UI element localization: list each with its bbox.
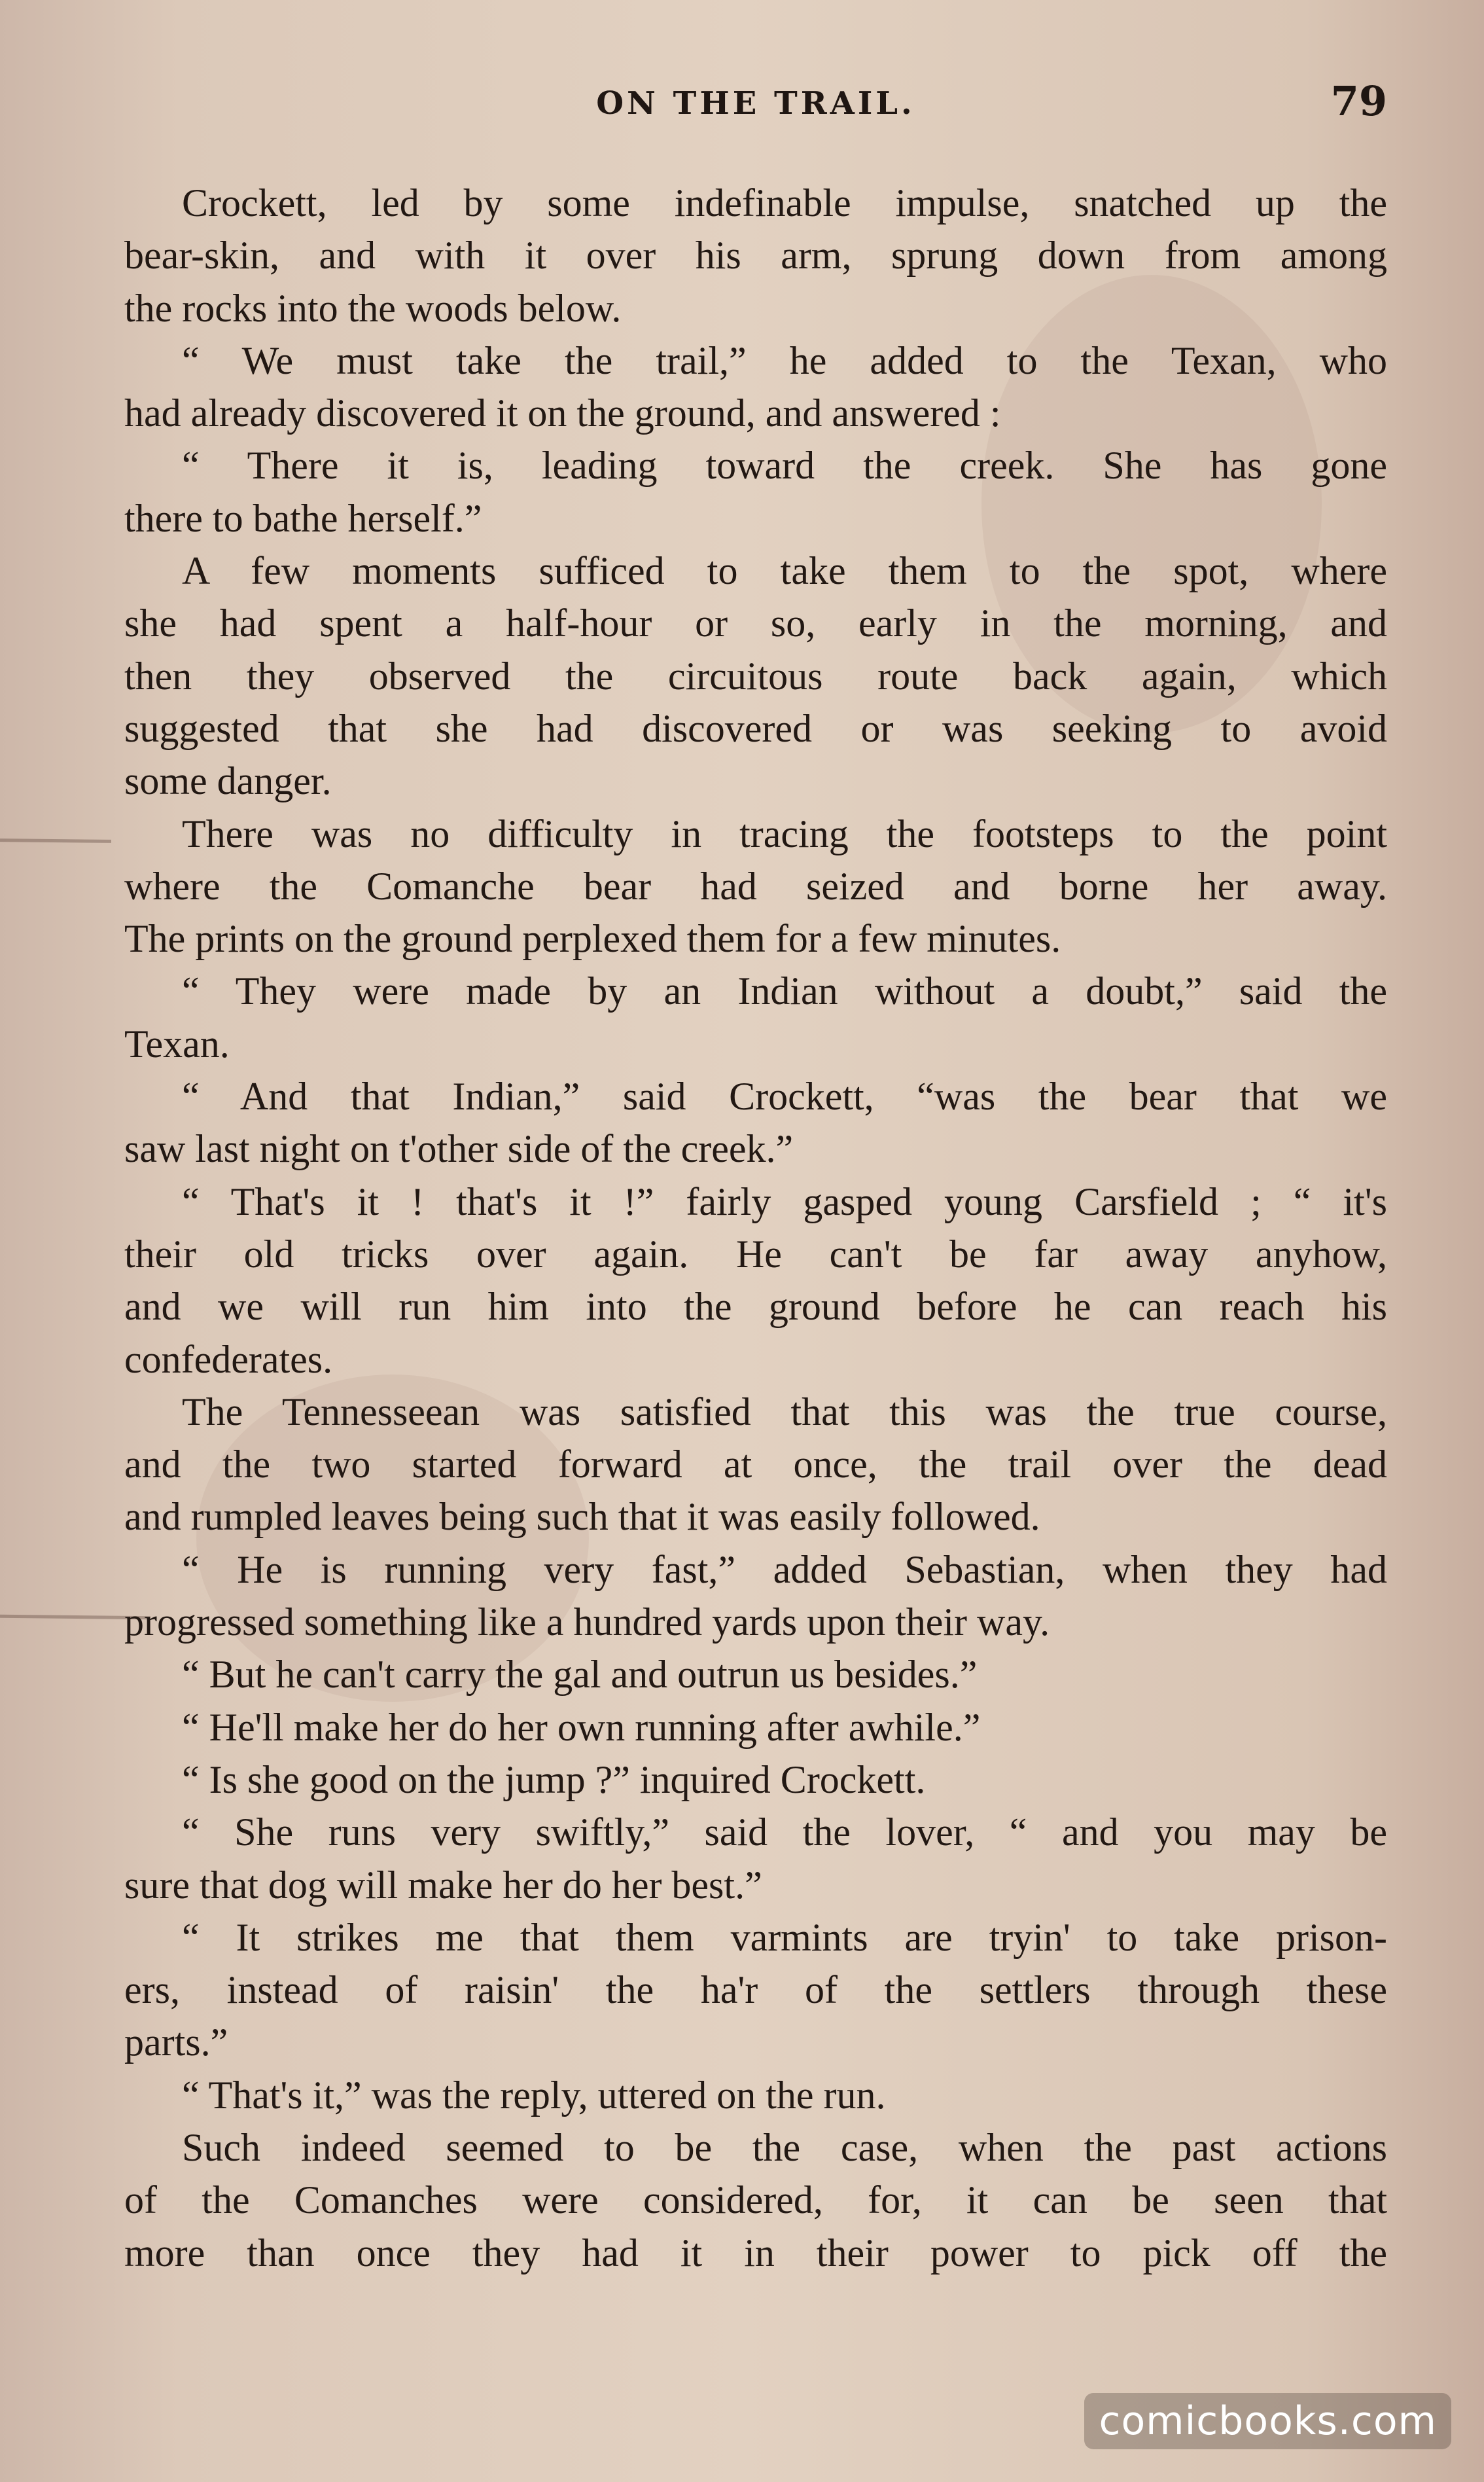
text-line: confederates. bbox=[124, 1337, 333, 1381]
text-line: “ There it is, leading toward the creek. She has gone bbox=[182, 444, 1387, 488]
text-line: “ And that Indian,” said Crockett, “was the bear that we bbox=[182, 1075, 1387, 1119]
page-crease bbox=[0, 838, 111, 843]
text-line: “ That's it,” was the reply, uttered on the run. bbox=[182, 2073, 886, 2117]
text-line: sure that dog will make her do her best.” bbox=[124, 1863, 762, 1907]
page-header bbox=[124, 77, 1387, 130]
text-line: and the two started forward at once, the trail over the dead bbox=[124, 1443, 1387, 1486]
running-head: ON THE TRAIL. bbox=[596, 85, 915, 122]
text-line: and rumpled leaves being such that it was easily followed. bbox=[124, 1495, 1040, 1539]
page-number: 79 bbox=[1330, 77, 1387, 125]
text-line: Crockett, led by some indefinable impulse, snatched up the bbox=[182, 181, 1387, 225]
text-line: “ It strikes me that them varmints are tryin' to take prison- bbox=[182, 1915, 1387, 1959]
text-line: their old tricks over again. He can't be far away anyhow, bbox=[124, 1232, 1387, 1276]
text-line: There was no difficulty in tracing the footsteps to the point bbox=[182, 812, 1387, 855]
text-line: The prints on the ground perplexed them for a few minutes. bbox=[124, 917, 1061, 961]
text-line: “ We must take the trail,” he added to the Texan, who bbox=[182, 338, 1387, 382]
text-line: had already discovered it on the ground, and answered : bbox=[124, 391, 1001, 435]
text-line: saw last night on t'other side of the creek.” bbox=[124, 1127, 794, 1171]
text-line: then they observed the circuitous route back again, which bbox=[124, 654, 1387, 698]
text-line: “ He is running very fast,” added Sebastian, when they had bbox=[182, 1547, 1387, 1591]
text-line: some danger. bbox=[124, 759, 332, 803]
body-text bbox=[124, 177, 1387, 2279]
text-line: parts.” bbox=[124, 2021, 228, 2064]
text-line: of the Comanches were considered, for, it can be seen that bbox=[124, 2178, 1387, 2222]
text-line: bear-skin, and with it over his arm, sprung down from among bbox=[124, 234, 1387, 278]
text-line: Such indeed seemed to be the case, when the past actions bbox=[182, 2125, 1387, 2169]
text-line: “ That's it ! that's it !” fairly gasped young Carsfield ; “ it's bbox=[182, 1179, 1387, 1223]
text-line: there to bathe herself.” bbox=[124, 496, 482, 540]
text-line: where the Comanche bear had seized and borne her away. bbox=[124, 864, 1387, 908]
text-line: “ They were made by an Indian without a doubt,” said the bbox=[182, 969, 1387, 1013]
text-line: “ Is she good on the jump ?” inquired Crockett. bbox=[182, 1757, 926, 1801]
text-line: The Tennesseean was satisfied that this was the true course, bbox=[182, 1390, 1387, 1433]
watermark: comicbooks.com bbox=[1084, 2393, 1451, 2449]
text-line: Texan. bbox=[124, 1022, 230, 1066]
text-line: “ He'll make her do her own running after awhile.” bbox=[182, 1705, 981, 1749]
text-line: she had spent a half-hour or so, early in the morning, and bbox=[124, 602, 1387, 645]
text-line: ers, instead of raisin' the ha'r of the settlers through these bbox=[124, 1968, 1387, 2012]
text-line: the rocks into the woods below. bbox=[124, 286, 622, 330]
text-line: A few moments sufficed to take them to the spot, where bbox=[182, 549, 1387, 593]
text-line: progressed something like a hundred yards upon their way. bbox=[124, 1600, 1050, 1644]
text-line: “ But he can't carry the gal and outrun us besides.” bbox=[182, 1653, 978, 1697]
text-line: more than once they had it in their power to pick off the bbox=[124, 2231, 1387, 2275]
text-line: suggested that she had discovered or was seeking to avoid bbox=[124, 706, 1387, 750]
text-line: and we will run him into the ground before he can reach his bbox=[124, 1285, 1387, 1329]
text-line: “ She runs very swiftly,” said the lover, “ and you may be bbox=[182, 1810, 1387, 1854]
